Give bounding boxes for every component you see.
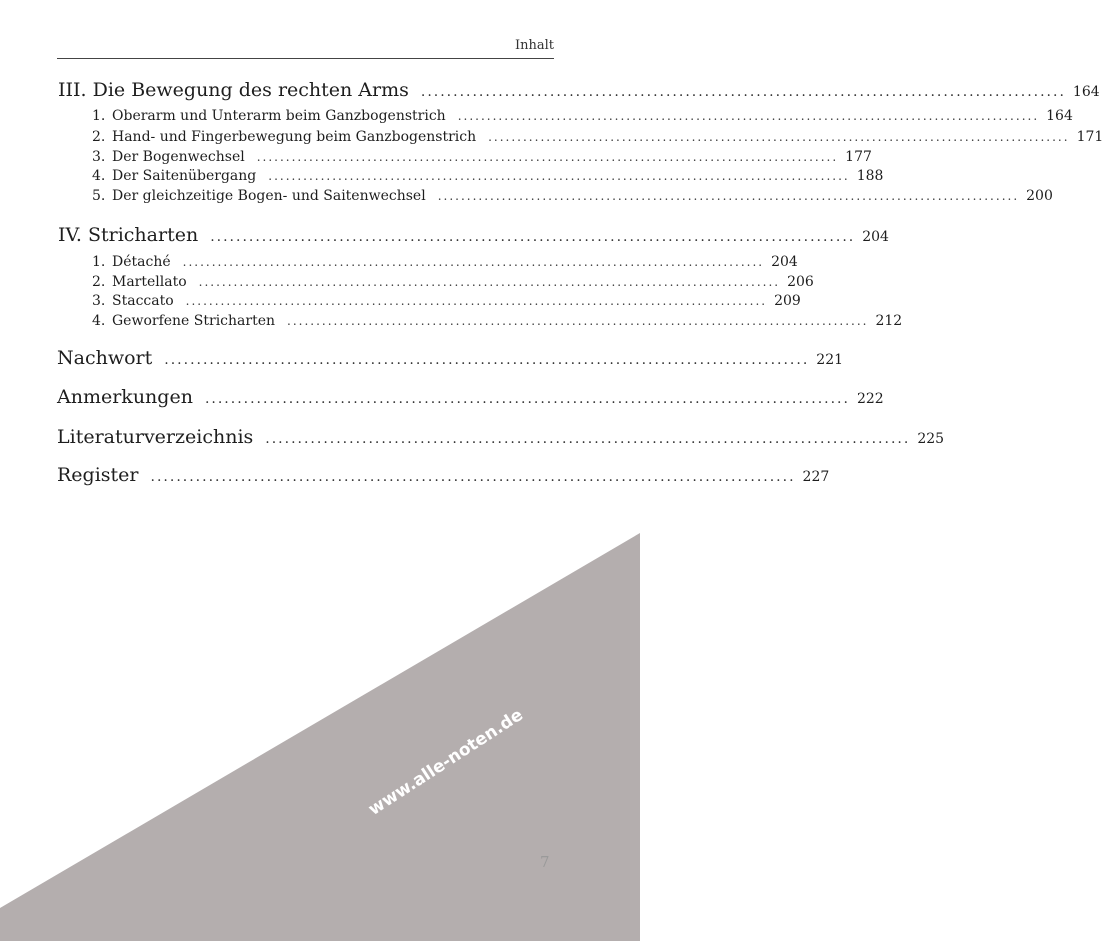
- entry-number: 1.: [92, 254, 106, 270]
- page-ref: 164: [1072, 84, 1100, 100]
- dot-leader: ....................................................................................................: [420, 84, 1066, 100]
- entry-label: Der gleichzeitige Bogen- und Saitenwechsel: [112, 188, 426, 204]
- section-title: Register: [57, 464, 139, 486]
- entry-label: Hand- und Fingerbewegung beim Ganzbogenstrich: [112, 129, 477, 145]
- entry-number: 4.: [92, 313, 106, 329]
- dot-leader: ....................................................................................................: [150, 469, 796, 485]
- page-number: 7: [540, 853, 550, 871]
- dot-leader: ....................................................................................................: [457, 109, 1040, 123]
- dot-leader: ....................................................................................................: [182, 255, 765, 269]
- dot-leader: ....................................................................................................: [265, 431, 911, 447]
- entry-number: 5.: [92, 188, 106, 204]
- entry-label: Détaché: [112, 254, 171, 270]
- entry-number: 3.: [92, 293, 106, 309]
- entry-number: 4.: [92, 168, 106, 184]
- watermark-text: www.alle-noten.de: [365, 705, 527, 820]
- page-ref: 204: [862, 229, 889, 245]
- page-ref: 222: [856, 391, 884, 407]
- entry-label: Staccato: [112, 293, 174, 309]
- section-title: Anmerkungen: [57, 386, 193, 408]
- page-ref: 171: [1076, 129, 1103, 145]
- running-header-title: Inhalt: [514, 38, 554, 53]
- entry-label: Martellato: [112, 274, 187, 290]
- page-ref: 212: [875, 313, 903, 329]
- dot-leader: ....................................................................................................: [437, 189, 1020, 203]
- dot-leader: ....................................................................................................: [185, 294, 768, 308]
- entry-number: 3.: [92, 149, 106, 165]
- page-ref: 164: [1046, 108, 1073, 124]
- entry-number: 2.: [92, 274, 106, 290]
- section-title: Literaturverzeichnis: [57, 426, 254, 448]
- dot-leader: ....................................................................................................: [287, 314, 869, 328]
- entry-label: Geworfene Stricharten: [112, 313, 276, 329]
- page-ref: 206: [787, 274, 814, 290]
- dot-leader: ....................................................................................................: [210, 229, 856, 245]
- dot-leader: ....................................................................................................: [256, 150, 839, 164]
- watermark-triangle: [0, 533, 640, 941]
- chapter-title: IV. Stricharten: [58, 224, 199, 246]
- entry-number: 1.: [92, 108, 106, 124]
- chapter-title: III. Die Bewegung des rechten Arms: [58, 79, 409, 101]
- dot-leader: ....................................................................................................: [198, 275, 781, 289]
- page-ref: 177: [845, 149, 872, 165]
- page-ref: 200: [1026, 188, 1053, 204]
- section-title: Nachwort: [57, 347, 153, 369]
- page-ref: 204: [771, 254, 798, 270]
- entry-label: Oberarm und Unterarm beim Ganzbogenstrich: [112, 108, 446, 124]
- page-ref: 225: [917, 431, 945, 447]
- page-ref: 227: [802, 469, 830, 485]
- dot-leader: ....................................................................................................: [268, 169, 850, 183]
- page-ref: 188: [856, 168, 884, 184]
- entry-number: 2.: [92, 129, 106, 145]
- dot-leader: ....................................................................................................: [164, 352, 810, 368]
- page-ref: 221: [816, 352, 844, 368]
- entry-label: Der Saitenübergang: [112, 168, 257, 184]
- entry-label: Der Bogenwechsel: [112, 149, 245, 165]
- dot-leader: ....................................................................................................: [488, 130, 1070, 144]
- page-ref: 209: [774, 293, 801, 309]
- dot-leader: ....................................................................................................: [204, 391, 850, 407]
